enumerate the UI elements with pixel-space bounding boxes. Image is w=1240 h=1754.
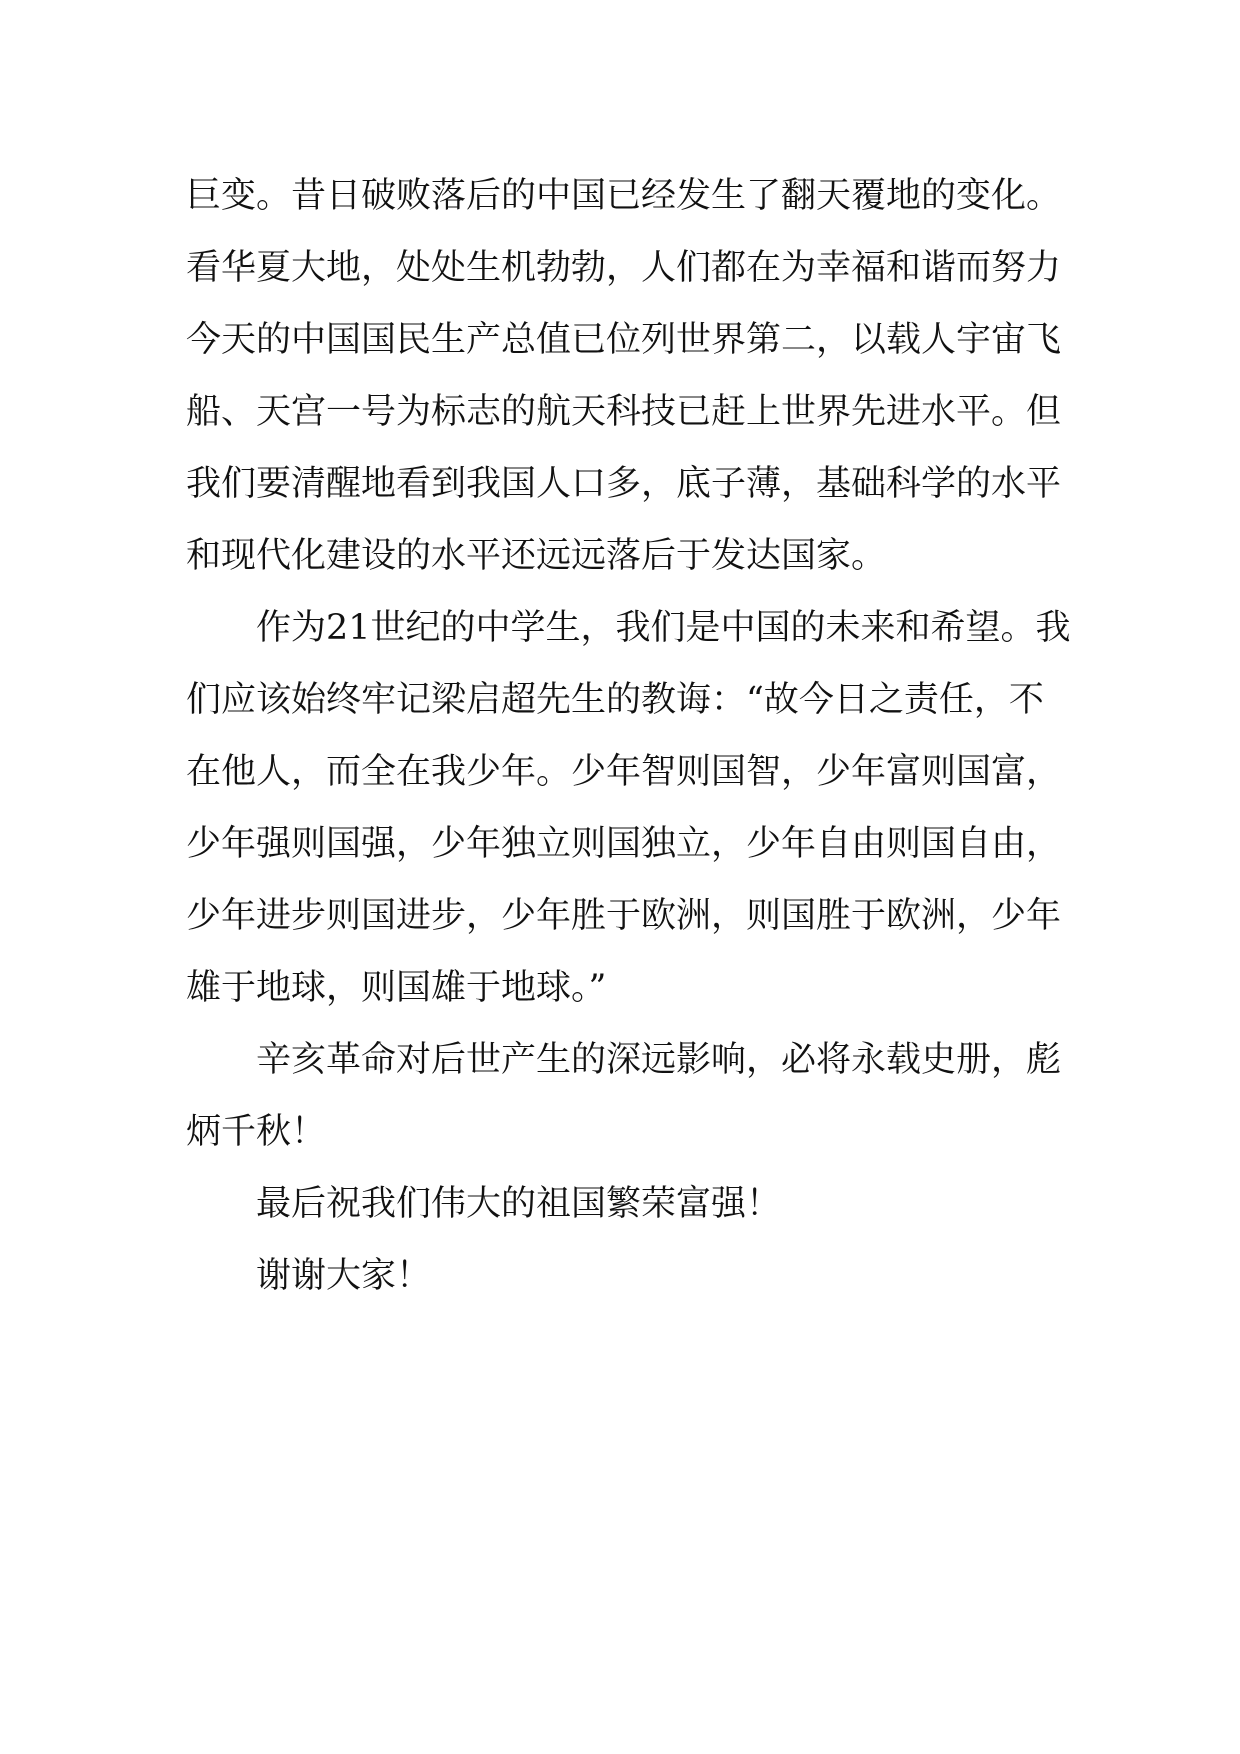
paragraph-first-line: 辛亥革命对后世产生的深远影响，必将永载史册，彪 (256, 1040, 1062, 1080)
body-text (186, 160, 1071, 1312)
text-line: 雄于地球，则国雄于地球。” (186, 968, 607, 1008)
text-line: 在他人，而全在我少年。少年智则国智，少年富则国富， (186, 752, 1062, 792)
text-line: 炳千秋！ (186, 1112, 327, 1152)
text-line: 我们要清醒地看到我国人口多，底子薄，基础科学的水平 (186, 464, 1062, 504)
text-line: 少年强则国强，少年独立则国独立，少年自由则国自由， (186, 824, 1062, 864)
paragraph-first-line: 作为21世纪的中学生，我们是中国的未来和希望。我 (256, 608, 1071, 648)
paragraph-first-line: 最后祝我们伟大的祖国繁荣富强！ (256, 1184, 782, 1224)
text-line: 少年进步则国进步，少年胜于欧洲，则国胜于欧洲，少年 (186, 896, 1062, 936)
text-line: 和现代化建设的水平还远远落后于发达国家。 (186, 536, 887, 576)
text-line: 巨变。昔日破败落后的中国已经发生了翻天覆地的变化。 (186, 176, 1062, 216)
paragraph-first-line: 谢谢大家！ (256, 1256, 432, 1296)
text-line: 今天的中国国民生产总值已位列世界第二，以载人宇宙飞 (186, 320, 1062, 360)
text-line: 们应该始终牢记梁启超先生的教诲：“故今日之责任，不 (186, 680, 1044, 720)
text-line: 船、天宫一号为标志的航天科技已赶上世界先进水平。但 (186, 392, 1062, 432)
text-line: 看华夏大地，处处生机勃勃，人们都在为幸福和谐而努力 (186, 248, 1062, 288)
